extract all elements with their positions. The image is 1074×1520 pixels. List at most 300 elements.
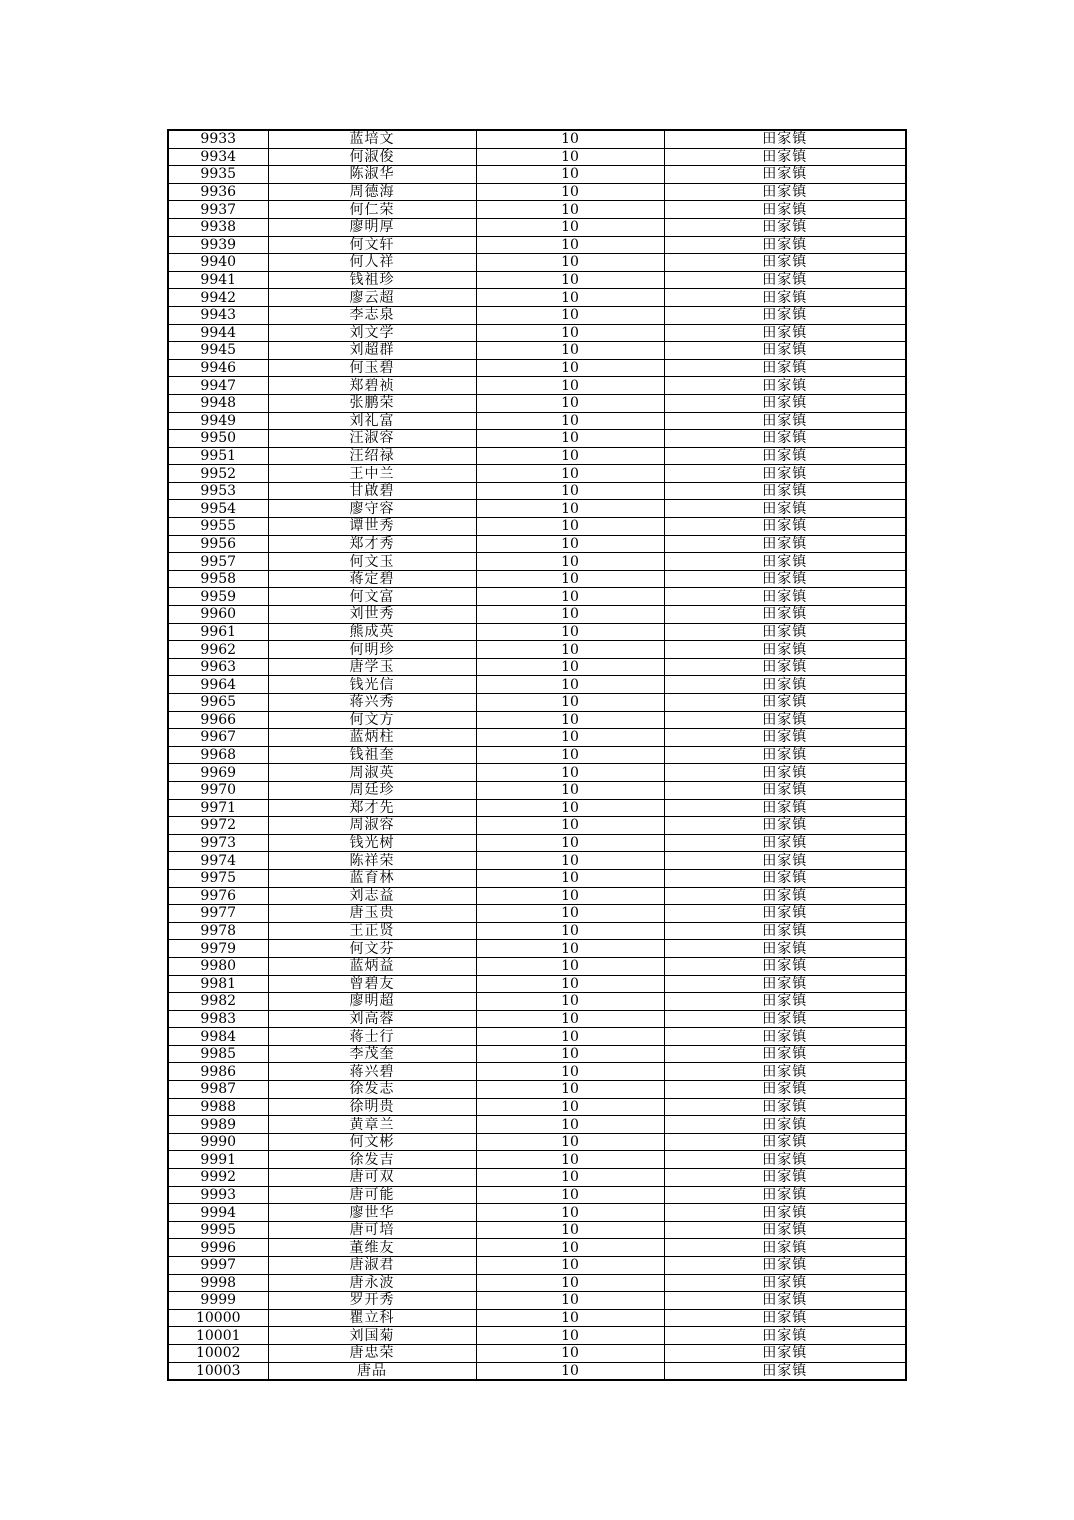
town-cell: 田家镇 xyxy=(664,887,906,905)
table-row xyxy=(168,1028,906,1046)
table-row xyxy=(168,518,906,536)
table-row xyxy=(168,1063,906,1081)
person-name-cell: 何文方 xyxy=(268,711,476,729)
person-name-cell: 何文玉 xyxy=(268,553,476,571)
amount-cell: 10 xyxy=(476,1221,664,1239)
row-number-cell: 9966 xyxy=(168,711,268,729)
table-row xyxy=(168,377,906,395)
table-row xyxy=(168,289,906,307)
town-cell: 田家镇 xyxy=(664,834,906,852)
person-name-cell: 王正贤 xyxy=(268,922,476,940)
person-name-cell: 徐明贵 xyxy=(268,1098,476,1116)
amount-cell: 10 xyxy=(476,1257,664,1275)
table-row xyxy=(168,1309,906,1327)
table-row xyxy=(168,1344,906,1362)
person-name-cell: 唐玉贵 xyxy=(268,905,476,923)
person-name-cell: 蒋士行 xyxy=(268,1028,476,1046)
amount-cell: 10 xyxy=(476,166,664,184)
table-row xyxy=(168,817,906,835)
person-name-cell: 何文芬 xyxy=(268,940,476,958)
table-row xyxy=(168,746,906,764)
table-row xyxy=(168,447,906,465)
row-number-cell: 9973 xyxy=(168,834,268,852)
town-cell: 田家镇 xyxy=(664,1309,906,1327)
person-name-cell: 何人祥 xyxy=(268,254,476,272)
town-cell: 田家镇 xyxy=(664,1169,906,1187)
amount-cell: 10 xyxy=(476,482,664,500)
person-name-cell: 唐学玉 xyxy=(268,658,476,676)
town-cell: 田家镇 xyxy=(664,148,906,166)
table-row xyxy=(168,570,906,588)
amount-cell: 10 xyxy=(476,817,664,835)
town-cell: 田家镇 xyxy=(664,271,906,289)
person-name-cell: 郑碧祯 xyxy=(268,377,476,395)
table-row xyxy=(168,799,906,817)
person-name-cell: 曾碧友 xyxy=(268,975,476,993)
table-row xyxy=(168,1186,906,1204)
town-cell: 田家镇 xyxy=(664,1098,906,1116)
row-number-cell: 9974 xyxy=(168,852,268,870)
town-cell: 田家镇 xyxy=(664,658,906,676)
town-cell: 田家镇 xyxy=(664,377,906,395)
person-name-cell: 刘高蓉 xyxy=(268,1010,476,1028)
row-number-cell: 9959 xyxy=(168,588,268,606)
person-name-cell: 熊成英 xyxy=(268,623,476,641)
table-row xyxy=(168,658,906,676)
amount-cell: 10 xyxy=(476,430,664,448)
town-cell: 田家镇 xyxy=(664,1292,906,1310)
person-name-cell: 王中兰 xyxy=(268,465,476,483)
table-row xyxy=(168,394,906,412)
amount-cell: 10 xyxy=(476,201,664,219)
table-row xyxy=(168,1362,906,1380)
town-cell: 田家镇 xyxy=(664,324,906,342)
amount-cell: 10 xyxy=(476,922,664,940)
town-cell: 田家镇 xyxy=(664,218,906,236)
person-name-cell: 蓝炳益 xyxy=(268,957,476,975)
table-row xyxy=(168,1045,906,1063)
person-name-cell: 刘超群 xyxy=(268,342,476,360)
amount-cell: 10 xyxy=(476,570,664,588)
table-row xyxy=(168,711,906,729)
town-cell: 田家镇 xyxy=(664,201,906,219)
person-name-cell: 刘国菊 xyxy=(268,1327,476,1345)
amount-cell: 10 xyxy=(476,1098,664,1116)
row-number-cell: 9948 xyxy=(168,394,268,412)
town-cell: 田家镇 xyxy=(664,1045,906,1063)
person-name-cell: 唐可双 xyxy=(268,1169,476,1187)
town-cell: 田家镇 xyxy=(664,289,906,307)
row-number-cell: 9993 xyxy=(168,1186,268,1204)
town-cell: 田家镇 xyxy=(664,465,906,483)
amount-cell: 10 xyxy=(476,1151,664,1169)
amount-cell: 10 xyxy=(476,1204,664,1222)
person-name-cell: 钱光信 xyxy=(268,676,476,694)
row-number-cell: 9968 xyxy=(168,746,268,764)
amount-cell: 10 xyxy=(476,1169,664,1187)
row-number-cell: 9935 xyxy=(168,166,268,184)
row-number-cell: 9950 xyxy=(168,430,268,448)
town-cell: 田家镇 xyxy=(664,852,906,870)
table-row xyxy=(168,482,906,500)
person-name-cell: 刘礼富 xyxy=(268,412,476,430)
amount-cell: 10 xyxy=(476,834,664,852)
amount-cell: 10 xyxy=(476,1327,664,1345)
person-name-cell: 甘啟碧 xyxy=(268,482,476,500)
amount-cell: 10 xyxy=(476,148,664,166)
row-number-cell: 9980 xyxy=(168,957,268,975)
town-cell: 田家镇 xyxy=(664,1151,906,1169)
record-table xyxy=(167,129,907,1381)
table-row xyxy=(168,1274,906,1292)
amount-cell: 10 xyxy=(476,746,664,764)
town-cell: 田家镇 xyxy=(664,1028,906,1046)
amount-cell: 10 xyxy=(476,236,664,254)
amount-cell: 10 xyxy=(476,799,664,817)
table-row xyxy=(168,201,906,219)
person-name-cell: 廖明厚 xyxy=(268,218,476,236)
table-row xyxy=(168,1081,906,1099)
amount-cell: 10 xyxy=(476,1309,664,1327)
person-name-cell: 唐永波 xyxy=(268,1274,476,1292)
town-cell: 田家镇 xyxy=(664,711,906,729)
row-number-cell: 9958 xyxy=(168,570,268,588)
row-number-cell: 9981 xyxy=(168,975,268,993)
town-cell: 田家镇 xyxy=(664,1257,906,1275)
table-row xyxy=(168,1292,906,1310)
amount-cell: 10 xyxy=(476,975,664,993)
person-name-cell: 唐忠荣 xyxy=(268,1344,476,1362)
town-cell: 田家镇 xyxy=(664,746,906,764)
table-row xyxy=(168,218,906,236)
table-row xyxy=(168,465,906,483)
person-name-cell: 钱祖珍 xyxy=(268,271,476,289)
row-number-cell: 9937 xyxy=(168,201,268,219)
row-number-cell: 9969 xyxy=(168,764,268,782)
person-name-cell: 罗开秀 xyxy=(268,1292,476,1310)
town-cell: 田家镇 xyxy=(664,817,906,835)
row-number-cell: 9997 xyxy=(168,1257,268,1275)
person-name-cell: 廖云超 xyxy=(268,289,476,307)
row-number-cell: 9988 xyxy=(168,1098,268,1116)
amount-cell: 10 xyxy=(476,1274,664,1292)
amount-cell: 10 xyxy=(476,676,664,694)
row-number-cell: 9942 xyxy=(168,289,268,307)
row-number-cell: 9933 xyxy=(168,130,268,148)
row-number-cell: 9983 xyxy=(168,1010,268,1028)
row-number-cell: 9972 xyxy=(168,817,268,835)
town-cell: 田家镇 xyxy=(664,1010,906,1028)
amount-cell: 10 xyxy=(476,781,664,799)
town-cell: 田家镇 xyxy=(664,518,906,536)
town-cell: 田家镇 xyxy=(664,412,906,430)
amount-cell: 10 xyxy=(476,1239,664,1257)
row-number-cell: 9975 xyxy=(168,869,268,887)
person-name-cell: 蓝育林 xyxy=(268,869,476,887)
town-cell: 田家镇 xyxy=(664,166,906,184)
row-number-cell: 9952 xyxy=(168,465,268,483)
table-row xyxy=(168,852,906,870)
table-row xyxy=(168,957,906,975)
person-name-cell: 瞿立科 xyxy=(268,1309,476,1327)
person-name-cell: 唐可能 xyxy=(268,1186,476,1204)
town-cell: 田家镇 xyxy=(664,1274,906,1292)
amount-cell: 10 xyxy=(476,887,664,905)
person-name-cell: 何淑俊 xyxy=(268,148,476,166)
row-number-cell: 9949 xyxy=(168,412,268,430)
town-cell: 田家镇 xyxy=(664,1327,906,1345)
amount-cell: 10 xyxy=(476,377,664,395)
town-cell: 田家镇 xyxy=(664,1133,906,1151)
table-row xyxy=(168,130,906,148)
town-cell: 田家镇 xyxy=(664,764,906,782)
town-cell: 田家镇 xyxy=(664,254,906,272)
town-cell: 田家镇 xyxy=(664,623,906,641)
amount-cell: 10 xyxy=(476,993,664,1011)
row-number-cell: 9986 xyxy=(168,1063,268,1081)
town-cell: 田家镇 xyxy=(664,1362,906,1380)
town-cell: 田家镇 xyxy=(664,394,906,412)
amount-cell: 10 xyxy=(476,1292,664,1310)
table-row xyxy=(168,236,906,254)
person-name-cell: 唐品 xyxy=(268,1362,476,1380)
row-number-cell: 9977 xyxy=(168,905,268,923)
town-cell: 田家镇 xyxy=(664,922,906,940)
table-row xyxy=(168,1221,906,1239)
person-name-cell: 何玉碧 xyxy=(268,359,476,377)
person-name-cell: 何仁荣 xyxy=(268,201,476,219)
person-name-cell: 陈淑华 xyxy=(268,166,476,184)
row-number-cell: 10001 xyxy=(168,1327,268,1345)
row-number-cell: 9951 xyxy=(168,447,268,465)
person-name-cell: 蒋兴秀 xyxy=(268,694,476,712)
table-row xyxy=(168,887,906,905)
town-cell: 田家镇 xyxy=(664,1239,906,1257)
row-number-cell: 9943 xyxy=(168,306,268,324)
row-number-cell: 9956 xyxy=(168,535,268,553)
person-name-cell: 蓝炳柱 xyxy=(268,729,476,747)
person-name-cell: 蒋兴碧 xyxy=(268,1063,476,1081)
amount-cell: 10 xyxy=(476,324,664,342)
row-number-cell: 9953 xyxy=(168,482,268,500)
row-number-cell: 9940 xyxy=(168,254,268,272)
person-name-cell: 廖守容 xyxy=(268,500,476,518)
town-cell: 田家镇 xyxy=(664,676,906,694)
table-row xyxy=(168,781,906,799)
table-row xyxy=(168,1151,906,1169)
row-number-cell: 9962 xyxy=(168,641,268,659)
row-number-cell: 10002 xyxy=(168,1344,268,1362)
row-number-cell: 9971 xyxy=(168,799,268,817)
row-number-cell: 9947 xyxy=(168,377,268,395)
amount-cell: 10 xyxy=(476,606,664,624)
town-cell: 田家镇 xyxy=(664,588,906,606)
row-number-cell: 9955 xyxy=(168,518,268,536)
amount-cell: 10 xyxy=(476,447,664,465)
person-name-cell: 钱光树 xyxy=(268,834,476,852)
table-row xyxy=(168,729,906,747)
amount-cell: 10 xyxy=(476,359,664,377)
town-cell: 田家镇 xyxy=(664,500,906,518)
row-number-cell: 9976 xyxy=(168,887,268,905)
table-row xyxy=(168,166,906,184)
table-row xyxy=(168,342,906,360)
town-cell: 田家镇 xyxy=(664,1344,906,1362)
town-cell: 田家镇 xyxy=(664,781,906,799)
amount-cell: 10 xyxy=(476,1045,664,1063)
record-table-body xyxy=(168,130,906,1380)
town-cell: 田家镇 xyxy=(664,869,906,887)
table-row xyxy=(168,922,906,940)
amount-cell: 10 xyxy=(476,500,664,518)
town-cell: 田家镇 xyxy=(664,447,906,465)
person-name-cell: 何文彬 xyxy=(268,1133,476,1151)
row-number-cell: 9995 xyxy=(168,1221,268,1239)
person-name-cell: 谭世秀 xyxy=(268,518,476,536)
row-number-cell: 10000 xyxy=(168,1309,268,1327)
row-number-cell: 9992 xyxy=(168,1169,268,1187)
amount-cell: 10 xyxy=(476,394,664,412)
town-cell: 田家镇 xyxy=(664,1116,906,1134)
table-row xyxy=(168,553,906,571)
person-name-cell: 钱祖奎 xyxy=(268,746,476,764)
table-row xyxy=(168,940,906,958)
town-cell: 田家镇 xyxy=(664,799,906,817)
person-name-cell: 蓝培文 xyxy=(268,130,476,148)
row-number-cell: 9987 xyxy=(168,1081,268,1099)
town-cell: 田家镇 xyxy=(664,905,906,923)
amount-cell: 10 xyxy=(476,183,664,201)
amount-cell: 10 xyxy=(476,1081,664,1099)
town-cell: 田家镇 xyxy=(664,553,906,571)
table-row xyxy=(168,324,906,342)
town-cell: 田家镇 xyxy=(664,130,906,148)
person-name-cell: 周淑容 xyxy=(268,817,476,835)
table-row xyxy=(168,975,906,993)
amount-cell: 10 xyxy=(476,553,664,571)
table-row xyxy=(168,271,906,289)
town-cell: 田家镇 xyxy=(664,342,906,360)
person-name-cell: 郑才秀 xyxy=(268,535,476,553)
row-number-cell: 9960 xyxy=(168,606,268,624)
row-number-cell: 9999 xyxy=(168,1292,268,1310)
town-cell: 田家镇 xyxy=(664,641,906,659)
row-number-cell: 9970 xyxy=(168,781,268,799)
town-cell: 田家镇 xyxy=(664,1081,906,1099)
row-number-cell: 10003 xyxy=(168,1362,268,1380)
amount-cell: 10 xyxy=(476,729,664,747)
row-number-cell: 9989 xyxy=(168,1116,268,1134)
person-name-cell: 周德海 xyxy=(268,183,476,201)
table-row xyxy=(168,1257,906,1275)
town-cell: 田家镇 xyxy=(664,1186,906,1204)
amount-cell: 10 xyxy=(476,1186,664,1204)
person-name-cell: 刘志益 xyxy=(268,887,476,905)
amount-cell: 10 xyxy=(476,342,664,360)
row-number-cell: 9984 xyxy=(168,1028,268,1046)
person-name-cell: 李志泉 xyxy=(268,306,476,324)
table-row xyxy=(168,1327,906,1345)
amount-cell: 10 xyxy=(476,623,664,641)
person-name-cell: 周淑英 xyxy=(268,764,476,782)
amount-cell: 10 xyxy=(476,130,664,148)
amount-cell: 10 xyxy=(476,271,664,289)
amount-cell: 10 xyxy=(476,289,664,307)
table-row xyxy=(168,588,906,606)
amount-cell: 10 xyxy=(476,254,664,272)
person-name-cell: 周廷珍 xyxy=(268,781,476,799)
row-number-cell: 9939 xyxy=(168,236,268,254)
row-number-cell: 9994 xyxy=(168,1204,268,1222)
row-number-cell: 9982 xyxy=(168,993,268,1011)
table-row xyxy=(168,535,906,553)
amount-cell: 10 xyxy=(476,1133,664,1151)
amount-cell: 10 xyxy=(476,658,664,676)
town-cell: 田家镇 xyxy=(664,993,906,1011)
amount-cell: 10 xyxy=(476,764,664,782)
table-row xyxy=(168,993,906,1011)
row-number-cell: 9934 xyxy=(168,148,268,166)
row-number-cell: 9964 xyxy=(168,676,268,694)
amount-cell: 10 xyxy=(476,940,664,958)
person-name-cell: 张鹏荣 xyxy=(268,394,476,412)
amount-cell: 10 xyxy=(476,1028,664,1046)
row-number-cell: 9941 xyxy=(168,271,268,289)
town-cell: 田家镇 xyxy=(664,1204,906,1222)
row-number-cell: 9961 xyxy=(168,623,268,641)
table-row xyxy=(168,869,906,887)
row-number-cell: 9967 xyxy=(168,729,268,747)
table-row xyxy=(168,1169,906,1187)
table-row xyxy=(168,905,906,923)
table-row xyxy=(168,606,906,624)
town-cell: 田家镇 xyxy=(664,606,906,624)
town-cell: 田家镇 xyxy=(664,940,906,958)
row-number-cell: 9954 xyxy=(168,500,268,518)
amount-cell: 10 xyxy=(476,306,664,324)
row-number-cell: 9963 xyxy=(168,658,268,676)
table-row xyxy=(168,694,906,712)
person-name-cell: 廖明超 xyxy=(268,993,476,1011)
person-name-cell: 徐发志 xyxy=(268,1081,476,1099)
amount-cell: 10 xyxy=(476,905,664,923)
table-row xyxy=(168,183,906,201)
town-cell: 田家镇 xyxy=(664,430,906,448)
row-number-cell: 9936 xyxy=(168,183,268,201)
row-number-cell: 9957 xyxy=(168,553,268,571)
person-name-cell: 黄章兰 xyxy=(268,1116,476,1134)
person-name-cell: 廖世华 xyxy=(268,1204,476,1222)
person-name-cell: 刘世秀 xyxy=(268,606,476,624)
person-name-cell: 唐可培 xyxy=(268,1221,476,1239)
town-cell: 田家镇 xyxy=(664,1221,906,1239)
person-name-cell: 蒋定碧 xyxy=(268,570,476,588)
town-cell: 田家镇 xyxy=(664,535,906,553)
amount-cell: 10 xyxy=(476,711,664,729)
amount-cell: 10 xyxy=(476,852,664,870)
table-row xyxy=(168,1204,906,1222)
table-row xyxy=(168,412,906,430)
person-name-cell: 何明珍 xyxy=(268,641,476,659)
person-name-cell: 陈祥荣 xyxy=(268,852,476,870)
town-cell: 田家镇 xyxy=(664,183,906,201)
person-name-cell: 唐淑君 xyxy=(268,1257,476,1275)
row-number-cell: 9944 xyxy=(168,324,268,342)
amount-cell: 10 xyxy=(476,465,664,483)
table-row xyxy=(168,834,906,852)
town-cell: 田家镇 xyxy=(664,236,906,254)
table-row xyxy=(168,623,906,641)
